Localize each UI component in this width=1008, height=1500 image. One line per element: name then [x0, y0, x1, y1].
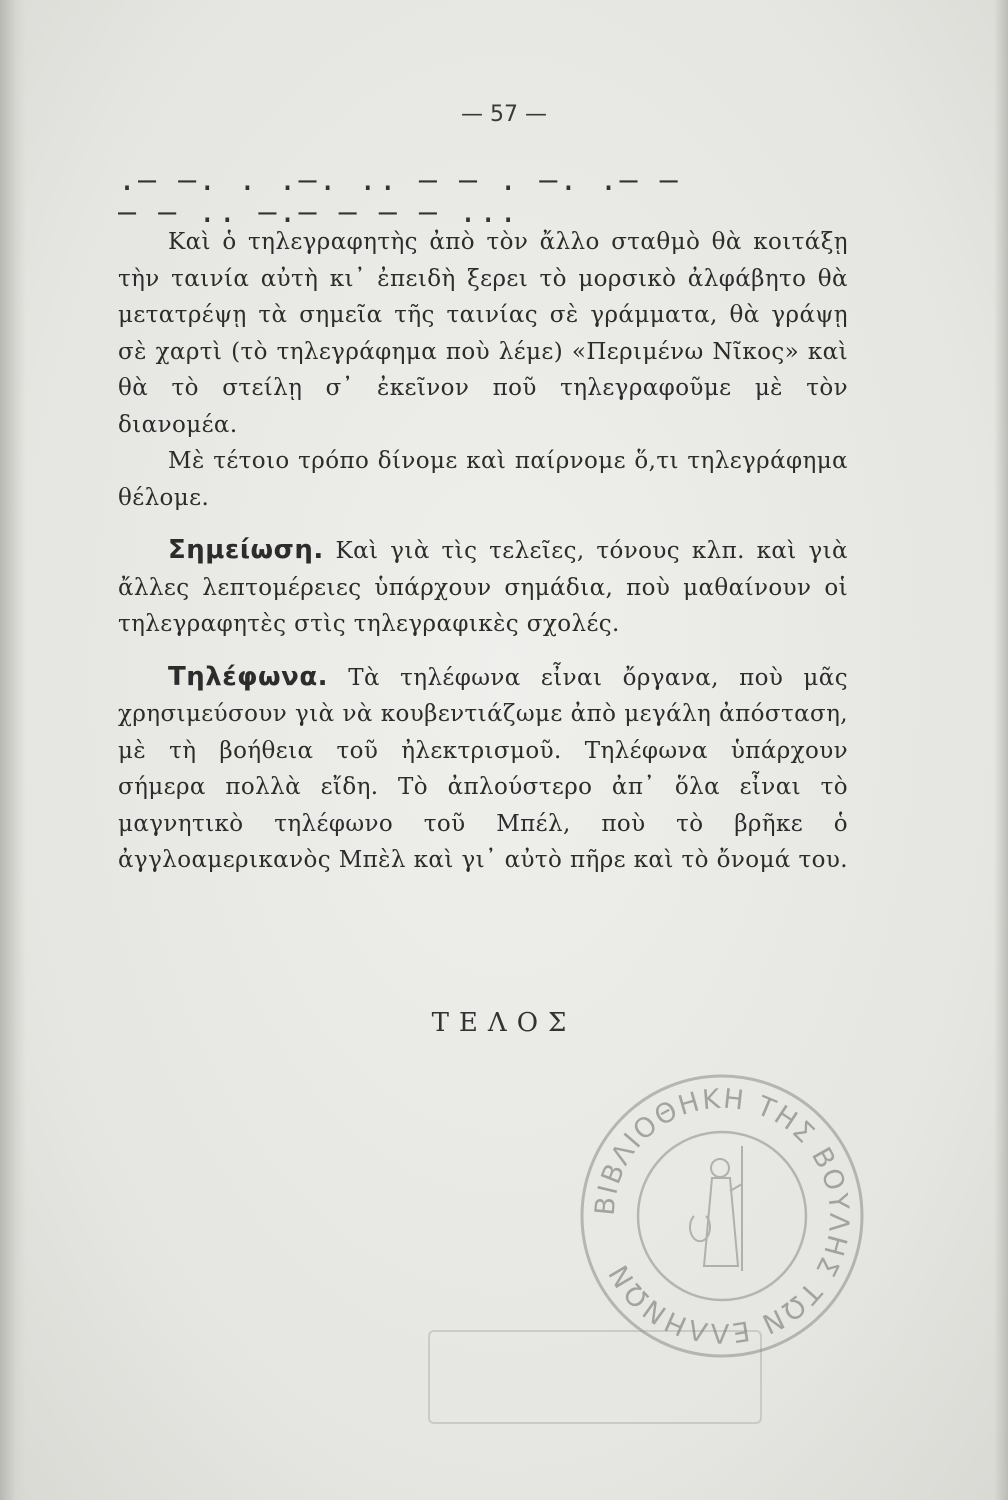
paragraph-note	[118, 532, 848, 643]
body-text	[118, 224, 848, 879]
paragraph-telegram-method: Μὲ τέτοιο τρόπο δίνομε καὶ παίρνομε ὅ,τι τηλεγράφημα θέλομε.	[118, 448, 848, 511]
telephones-text: Τὰ τηλέφωνα εἶναι ὄργανα, ποὺ μᾶς χρησιμεύσουν γιὰ νὰ κουβεντιάζωμε ἀπὸ μεγάλη ἀπόσταση, μὲ τὴ βοήθεια τοῦ ἠλεκτρισμοῦ. Τηλέφωνα ὑπάρχουν σήμερα πολλὰ εἴδη. Τὸ ἀπλούστερο ἀπ᾽ ὅλα εἶναι τὸ μαγνητικὸ τηλέφωνο τοῦ Μπέλ, ποὺ τὸ βρῆκε ὁ ἀγγλοαμερικανὸς Μπὲλ καὶ γι᾽ αὐτὸ πῆρε καὶ τὸ ὄνομά του.	[118, 664, 848, 873]
morse-line-2: — — .. —.— — — — ...	[118, 195, 520, 230]
stamp-text: ΒΙΒΛΙΟΘΗΚΗ ΤΗΣ ΒΟΥΛΗΣ ΤΩΝ ΕΛΛΗΝΩΝ	[589, 1083, 855, 1349]
library-stamp	[572, 1066, 872, 1366]
paragraph-telegraphist: Καὶ ὁ τηλεγραφητὴς ἀπὸ τὸν ἄλλο σταθμὸ θὰ κοιτάξῃ τὴν ταινία αὐτὴ κι᾽ ἐπειδὴ ξερει τὸ μορσικὸ ἀλφάβητο θὰ μετατρέψῃ τὰ σημεῖα τῆς ταινίας σὲ γράμματα, θὰ γράψῃ σὲ χαρτὶ (τὸ τηλεγράφημα ποὺ λέμε) «Περιμένω Νῖκος» καὶ θὰ τὸ στείλῃ σ᾽ ἐκεῖνον ποῦ τηλεγραφοῦμε μὲ τὸν διανομέα.	[118, 229, 848, 438]
page-number: — 57 —	[461, 102, 547, 127]
note-heading: Σημείωση.	[168, 535, 324, 565]
end-word: ΤΕΛΟΣ	[431, 1008, 577, 1038]
page-left-shadow	[0, 0, 26, 1500]
note-text: Καὶ γιὰ τὶς τελεῖες, τόνους κλπ. καὶ γιὰ ἄλλες λεπτομέρειες ὑπάρχουν σημάδια, ποὺ μαθαίνουν οἱ τηλεγραφητὲς στὶς τηλεγραφικὲς σχολές.	[118, 538, 848, 637]
morse-line-1: .— —. . .—. .. — — . —. .— —	[118, 163, 680, 198]
page-right-shadow	[994, 0, 1008, 1500]
svg-text:ΒΙΒΛΙΟΘΗΚΗ ΤΗΣ ΒΟΥΛΗΣ ΤΩΝ ΕΛΛΗ	[590, 1084, 855, 1349]
athena-figure-icon	[690, 1146, 742, 1271]
paragraph-telephones	[118, 659, 848, 879]
telephones-heading: Τηλέφωνα.	[168, 661, 329, 692]
